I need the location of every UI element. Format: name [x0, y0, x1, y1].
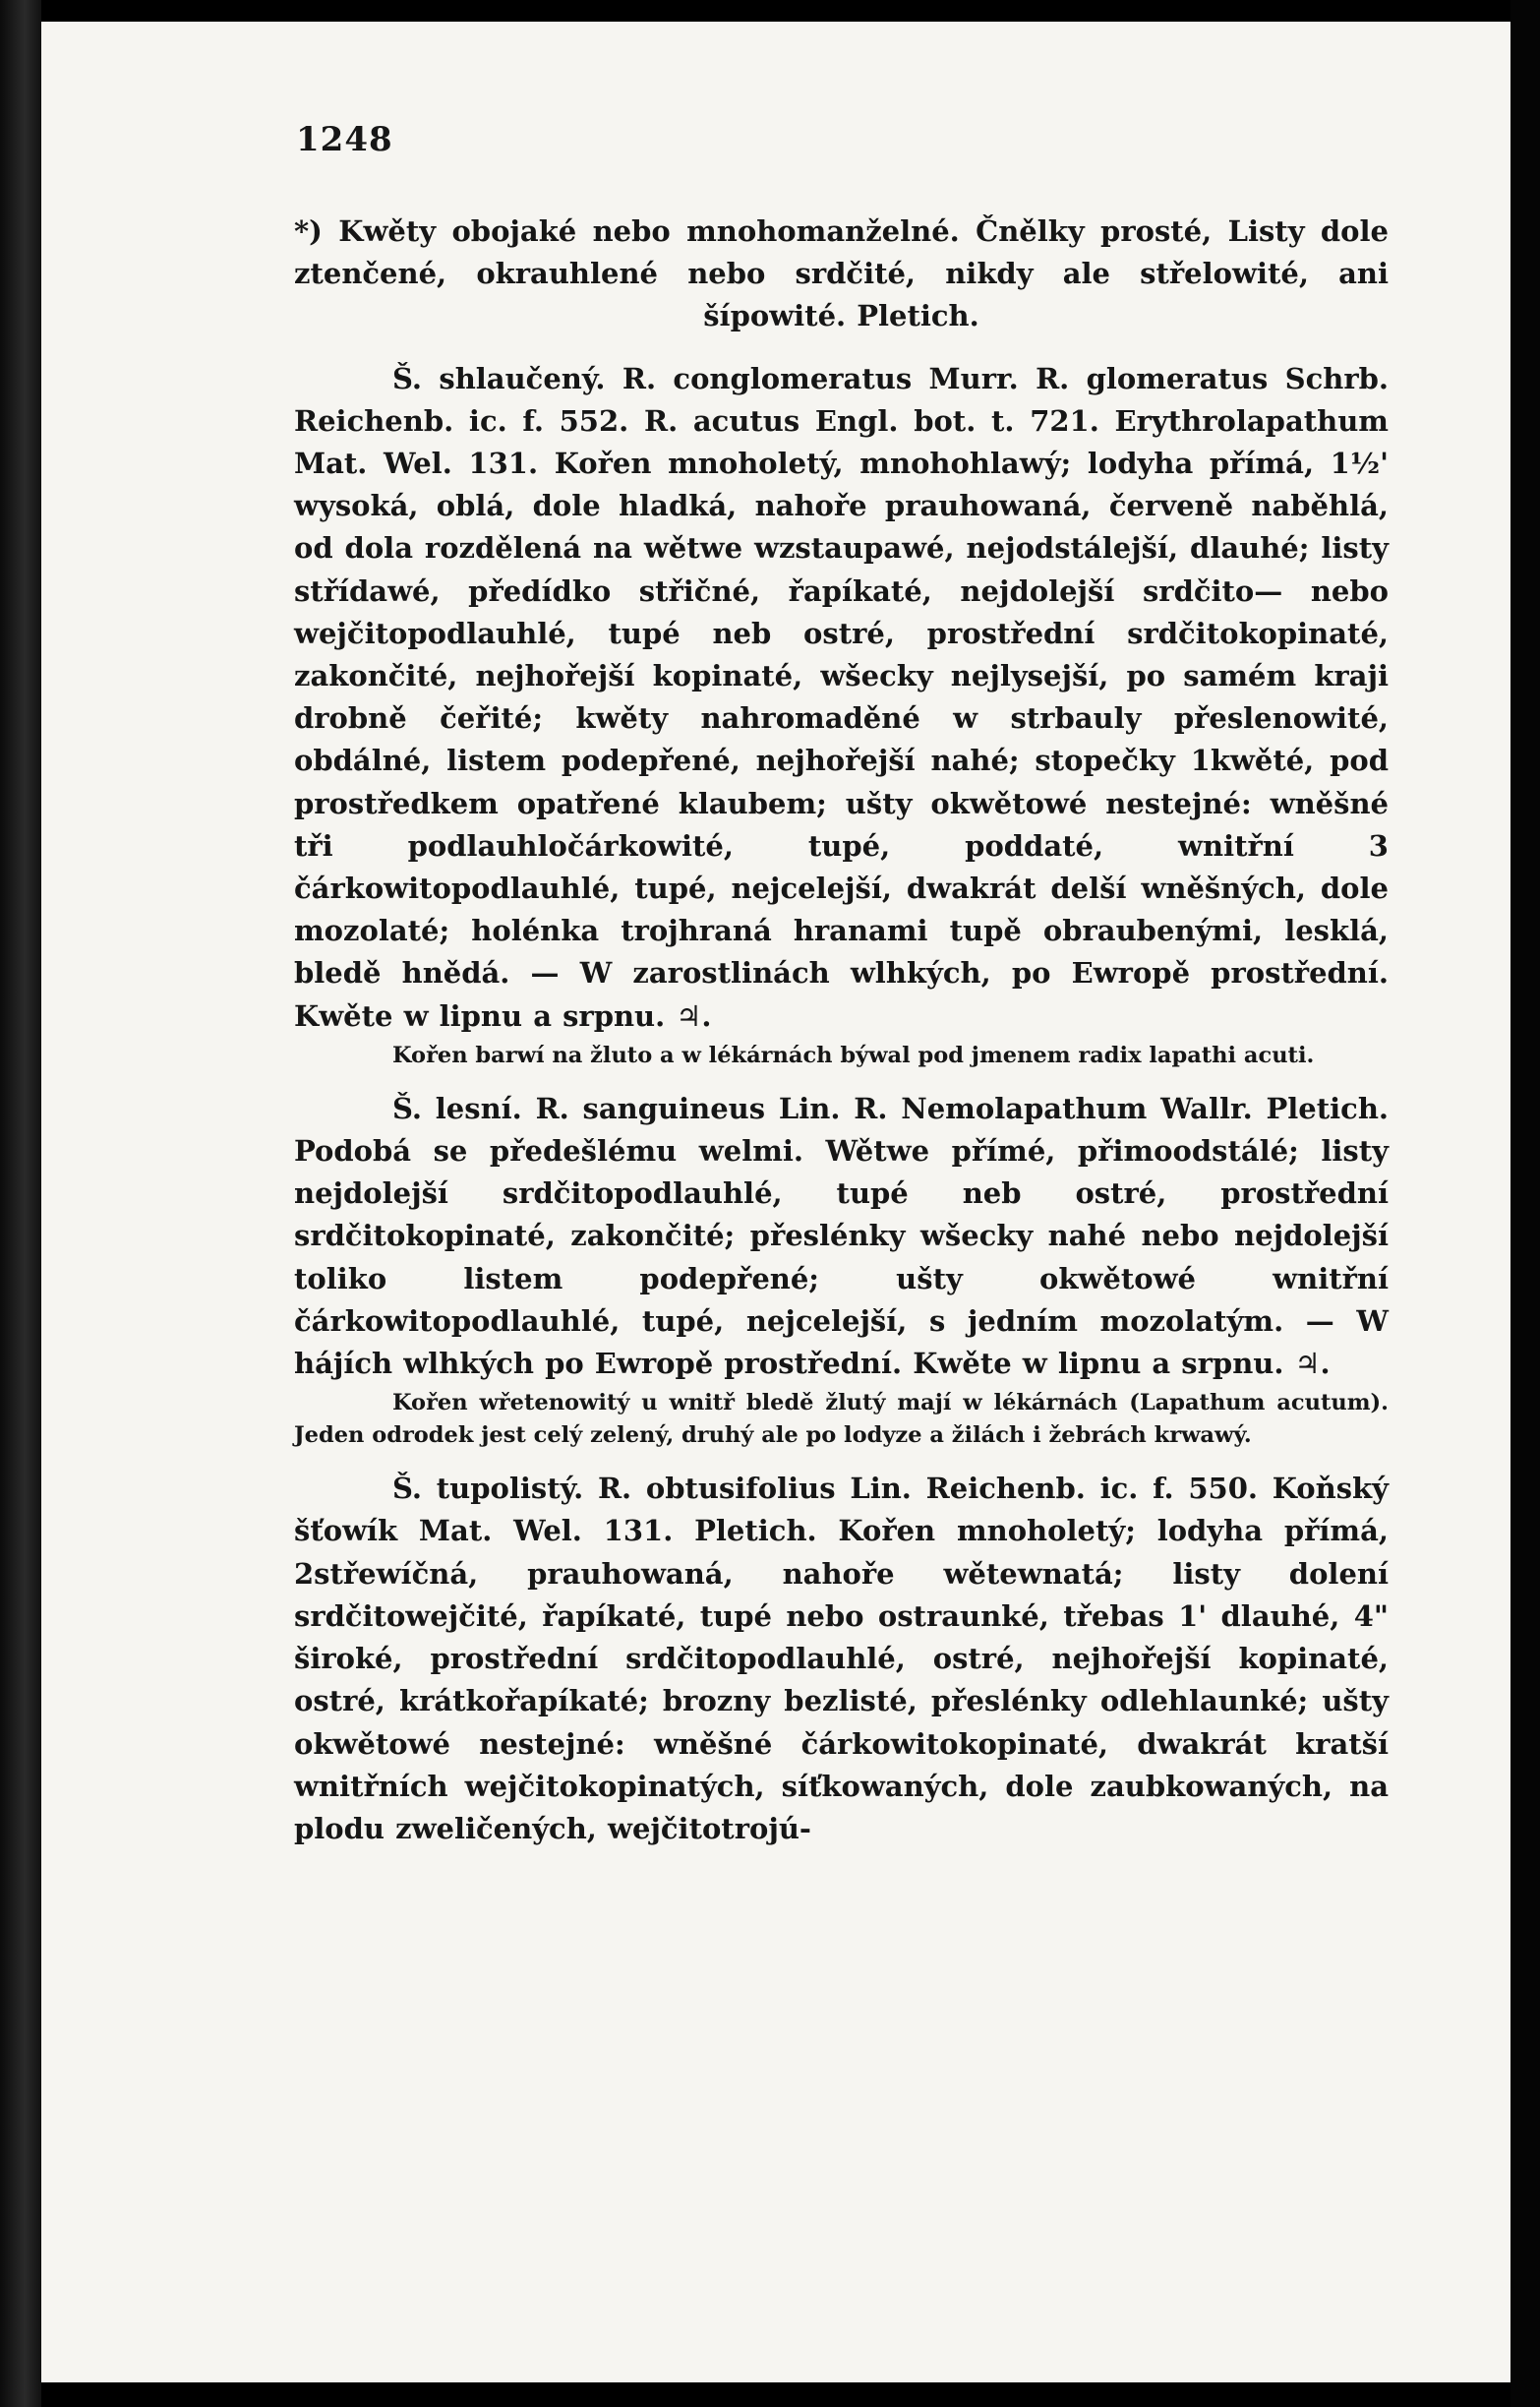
scan-right-edge — [1510, 0, 1540, 2407]
page-number: 1248 — [296, 120, 393, 159]
footnote-paragraph: *) Kwěty obojaké nebo mnohomanželné. Čnělky prosté, Listy dole ztenčené, okrauhlené nebo srdčité, nikdy ale střelowité, ani šípowité. Pletich. — [294, 214, 1389, 333]
species-entry-lesni: Š. lesní. R. sanguineus Lin. R. Nemolapathum Wallr. Pletich. Podobá se předešlému welmi. Wětwe přímé, přimoodstálé; listy nejdolejší srdčitopodlauhlé, tupé neb ostré, prostřední srdčitokopinaté, zakončité; přeslénky wšecky nahé nebo nejdolejší toliko listem podepřené; ušty okwětowé wnitřní čárkowitopodlauhlé, tupé, nejcelejší, s jedním mozolatým. — W hájích wlhkých po Ewropě prostřední. Kwěte w lipnu a srpnu. ♃. — [294, 1091, 1389, 1381]
page-text — [294, 118, 1389, 1850]
species-entry-shlauceny: Š. shlaučený. R. conglomeratus Murr. R. glomeratus Schrb. Reichenb. ic. f. 552. R. acutus Engl. bot. t. 721. Erythrolapathum Mat. Wel. 131. Kořen mnoholetý, mnohohlawý; lodyha přímá, 1½' wysoká, oblá, dole hladká, nahoře prauhowaná, červeně naběhlá, od dola rozdělená na wětwe wzstaupawé, nejodstálejší, dlauhé; listy střídawé, předídko střičné, řapíkaté, nejdolejší srdčito— nebo wejčitopodlauhlé, tupé neb ostré, prostřední srdčitokopinaté, zakončité, nejhořejší kopinaté, wšecky nejlysejší, po samém kraji drobně čeřité; kwěty nahromaděné w strbauly přeslenowité, obdálné, listem podepřené, nejhořejší nahé; stopečky 1kwěté, pod prostředkem opatřené klaubem; ušty okwětowé nestejné: wněšné tři podlauhločárkowité, tupé, poddaté, wnitřní 3 čárkowitopodlauhlé, tupé, nejcelejší, dwakrát delší wněšných, dole mozolaté; holénka trojhraná hranami tupě obraubenými, lesklá, bledě hnědá. — W zarostlinách wlhkých, po Ewropě prostřední. Kwěte w lipnu a srpnu. ♃. — [294, 361, 1389, 1033]
usage-note-1: Kořen barwí na žluto a w lékárnách býwal pod jmenem radix lapathi acuti. — [392, 1042, 1315, 1068]
usage-note-2: Kořen wřetenowitý u wnitř bledě žlutý mají w lékárnách (Lapathum acutum). Jeden odrodek jest celý zelený, druhý ale po lodyze a žilách i žebrách krwawý. — [294, 1390, 1389, 1449]
scan-left-edge — [0, 0, 41, 2407]
species-entry-tupolisty: Š. tupolistý. R. obtusifolius Lin. Reichenb. ic. f. 550. Koňský šťowík Mat. Wel. 131. Pletich. Kořen mnoholetý; lodyha přímá, 2střewíčná, prauhowaná, nahoře wětewnatá; listy dolení srdčitowejčité, řapíkaté, tupé nebo ostraunké, třebas 1' dlauhé, 4" široké, prostřední srdčitopodlauhlé, ostré, nejhořejší kopinaté, ostré, krátkořapíkaté; brozny bezlisté, přeslénky odlehlaunké; ušty okwětowé nestejné: wněšné čárkowitokopinaté, dwakrát kratší wnitřních wejčitokopinatých, síťkowaných, dole zaubkowaných, na plodu zweličených, wejčitotrojú- — [294, 1472, 1389, 1845]
